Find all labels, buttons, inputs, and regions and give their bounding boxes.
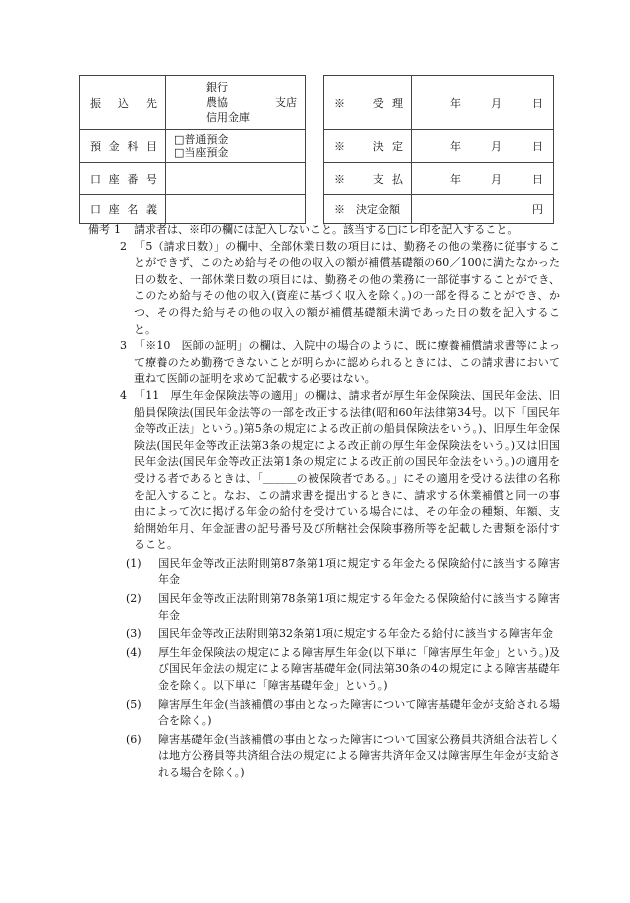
note-item-4: 4 「11 厚生年金保険法等の適用」の欄は、請求者が厚生年金保険法、国民年金法、旧船員保険法(国民年金法等の一部を改正する法律(昭和60年法律第34号。以下「国民年金等改正法」という。)第5条の規定による改正前の船員保険法をいう。)、旧厚生年金保険法(国民年金等改正法第3条の規定による改正前の厚生年金保険法をいう。)又は旧国民年金法(国民年金等改正法第1条の規定による改正前の国民年金法をいう。)の適用を受ける者であるときは、「＿＿＿の被保険者である。」にその適用を受ける法律の名称を記入すること。なお、この請求書を提出するときに、請求する休業補償と同一の事由によって次に掲げる年金の給付を受けている場合には、その年金の種類、年額、支給開始年月、年金証書の記号番号及び所轄社会保険事務所等を記載した書類を添付すること。	[120, 388, 560, 552]
note-item-1: 備考 1 請求者は、※印の欄には記入しないこと。該当する□にレ印を記入すること。	[88, 222, 560, 239]
office-use-table	[323, 75, 554, 224]
furikomi-row	[80, 76, 306, 130]
koza-bango-label: 口座番号	[80, 163, 166, 195]
sub-item-2: (2) 国民年金等改正法附則第78条第1項に規定する年金たる保険給付に該当する障害年金	[126, 592, 560, 622]
sub-item-6: (6) 障害基礎年金(当該補償の事由となった障害について国家公務員共済組合法若しくは地方公務員等共済組合法の規定による障害共済年金又は障害厚生年金が支給される場合を除く。)	[126, 732, 560, 779]
kettei-label: ※ 決定	[324, 130, 412, 163]
kettei-row	[324, 130, 554, 163]
note-text: 「5（請求日数）」の欄中、全部休業日数の項目には、勤務その他の業務に従事することができず、このため給与その他の収入の額が補償基礎額の60／100に満たなかった日の数を、一部休業日数の項目には、勤務その他の業務に一部従事することができ、このため給与その他の収入(資産に基づく収入を除く。)の一部を得ることができ、かつ、その得た給与その他の収入の額が補償基礎額未満であった日の数を記入すること。	[134, 239, 560, 336]
koza-bango-row	[80, 163, 306, 195]
shiharai-row	[324, 163, 554, 195]
sub-item-3: (3) 国民年金等改正法附則第32条第1項に規定する年金たる給付に該当する障害年金	[126, 627, 553, 641]
yokin-label: 預金科目	[80, 130, 166, 163]
juri-row	[324, 76, 554, 130]
note-item-2: 2 「5（請求日数）」の欄中、全部休業日数の項目には、勤務その他の業務に従事することができず、このため給与その他の収入の額が補償基礎額の60／100に満たなかった日の数を、一部休業日数の項目には、勤務その他の業務に一部従事することができ、このため給与その他の収入(資産に基づく収入を除く。)の一部を得ることができ、かつ、その得た給与その他の収入の額が補償基礎額未満であった日の数を記入すること。	[120, 239, 560, 336]
koza-meigi-label: 口座名義	[80, 195, 166, 224]
kettei-kingaku-field[interactable]: 円	[412, 195, 554, 224]
juri-label: ※ 受理	[324, 76, 412, 130]
furikomi-label: 振込先	[80, 76, 166, 130]
shiharai-date-field[interactable]: 年 月 日	[412, 163, 554, 195]
kettei-kingaku-row	[324, 195, 554, 224]
futsu-yokin-checkbox[interactable]: □普通預金	[174, 133, 229, 146]
bank-option-ginko: 銀行	[206, 81, 228, 94]
notes-section	[88, 222, 560, 782]
bank-option-nokyo: 農協	[206, 96, 228, 109]
note-text: 「11 厚生年金保険法等の適用」の欄は、請求者が厚生年金保険法、国民年金法、旧船員保険法(国民年金法等の一部を改正する法律(昭和60年法律第34号。以下「国民年金等改正法」という。)第5条の規定による改正前の船員保険法をいう。)、旧厚生年金保険法(国民年金等改正法第3条の規定による改正前の厚生年金保険法をいう。)又は旧国民年金法(国民年金等改正法第1条の規定による改正前の国民年金法をいう。)の適用を受ける者であるときは、「＿＿＿の被保険者である。」にその適用を受ける法律の名称を記入すること。なお、この請求書を提出するときに、請求する休業補償と同一の事由によって次に掲げる年金の給付を受けている場合には、その年金の種類、年額、支給開始年月、年金証書の記号番号及び所轄社会保険事務所等を記載した書類を添付すること。	[134, 388, 560, 552]
shiharai-label: ※ 支払	[324, 163, 412, 195]
sub-item-5: (5) 障害厚生年金(当該補償の事由となった障害について障害基礎年金が支給される場合を除く。)	[126, 697, 560, 728]
bank-option-shinkin: 信用金庫	[206, 111, 250, 124]
sub-item-1: (1) 国民年金等改正法附則第87条第1項に規定する年金たる保険給付に該当する障害年金	[126, 556, 560, 587]
toza-yokin-checkbox[interactable]: □当座預金	[174, 146, 229, 159]
juri-date-field[interactable]: 年 月 日	[412, 76, 554, 130]
sub-item-4: (4) 厚生年金保険法の規定による障害厚生年金(以下単に「障害厚生年金」という。)及び国民年金法の規定による障害基礎年金(同法第30条の4の規定による障害基礎年金を除く。以下単に「障害基礎年金」という。)	[126, 645, 560, 693]
koza-bango-field[interactable]	[166, 163, 306, 195]
note-text: 請求者は、※印の欄には記入しないこと。該当する□にレ印を記入すること。	[134, 223, 519, 236]
koza-meigi-row	[80, 195, 306, 224]
bank-name-field[interactable]	[166, 76, 306, 130]
bikou-label: 備考	[88, 223, 110, 236]
kettei-kingaku-label: ※ 決定金額	[324, 195, 412, 224]
note-item-3: 3 「※10 医師の証明」の欄は、入院中の場合のように、既に療養補償請求書等によって療養のため勤務できないことが明らかに認められるときには、この請求書において重ねて医師の証明を求めて記載する必要はない。	[120, 339, 560, 386]
branch-label: 支店	[275, 96, 297, 109]
yokin-row	[80, 130, 306, 163]
koza-meigi-field[interactable]	[166, 195, 306, 224]
kettei-date-field[interactable]: 年 月 日	[412, 130, 554, 163]
bank-transfer-table	[79, 75, 306, 224]
note-text: 「※10 医師の証明」の欄は、入院中の場合のように、既に療養補償請求書等によって療養のため勤務できないことが明らかに認められるときには、この請求書において重ねて医師の証明を求めて記載する必要はない。	[134, 339, 560, 386]
